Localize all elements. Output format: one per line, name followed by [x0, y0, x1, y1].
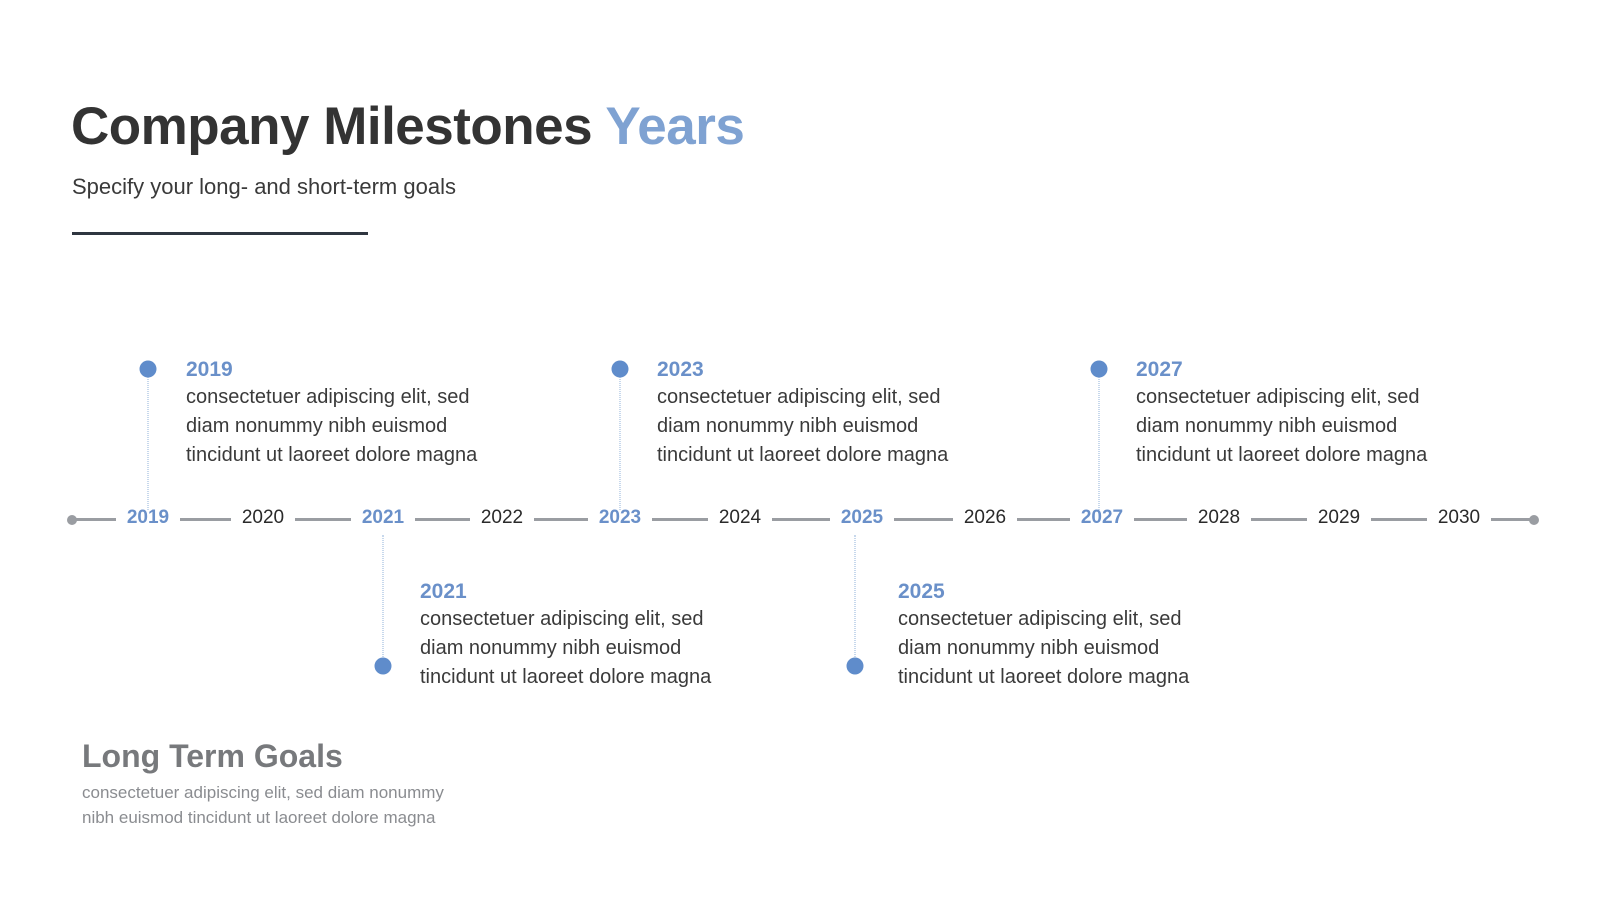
axis-segment — [1017, 518, 1070, 521]
milestone-card — [1136, 357, 1427, 470]
milestone-marker-icon — [375, 658, 392, 675]
axis-year-label: 2029 — [1317, 507, 1361, 528]
milestone-text: consectetuer adipiscing elit, sed — [1136, 386, 1420, 408]
milestone-text: consectetuer adipiscing elit, sed — [657, 386, 941, 408]
milestone-connector — [383, 535, 384, 667]
milestone-text: diam nonummy nibh euismod — [1136, 415, 1398, 437]
milestone-text: diam nonummy nibh euismod — [420, 637, 682, 659]
axis-year-label: 2023 — [598, 507, 642, 528]
long-term-goals-text: nibh euismod tincidunt ut laoreet dolore magna — [82, 808, 436, 827]
milestone-marker-icon — [847, 658, 864, 675]
milestone-connector — [1099, 370, 1100, 510]
milestone-text: tincidunt ut laoreet dolore magna — [657, 444, 949, 466]
page-subtitle: Specify your long- and short-term goals — [72, 174, 456, 199]
axis-segment — [75, 518, 116, 521]
axis-end-dot — [1529, 515, 1539, 525]
axis-segment — [894, 518, 953, 521]
axis-segment — [415, 518, 470, 521]
milestone-card — [420, 579, 711, 692]
milestone-text: tincidunt ut laoreet dolore magna — [420, 666, 712, 688]
milestone-year: 2027 — [1136, 358, 1183, 381]
milestone-year: 2025 — [898, 580, 945, 603]
milestone-connector — [620, 370, 621, 510]
axis-year-label: 2028 — [1197, 507, 1241, 528]
axis-segment — [1251, 518, 1307, 521]
milestone-text: consectetuer adipiscing elit, sed — [420, 608, 704, 630]
milestone-year: 2021 — [420, 580, 467, 603]
milestone-card — [186, 357, 477, 470]
milestone-text: consectetuer adipiscing elit, sed — [898, 608, 1182, 630]
long-term-goals-title: Long Term Goals — [82, 738, 343, 774]
milestone-text: diam nonummy nibh euismod — [186, 415, 448, 437]
milestone-text: consectetuer adipiscing elit, sed — [186, 386, 470, 408]
milestone-marker-icon — [140, 361, 157, 378]
axis-year-label: 2020 — [241, 507, 285, 528]
milestone-text: diam nonummy nibh euismod — [657, 415, 919, 437]
long-term-goals-text: consectetuer adipiscing elit, sed diam nonummy — [82, 783, 444, 802]
axis-year-label: 2027 — [1080, 507, 1124, 528]
axis-segment — [1134, 518, 1187, 521]
milestone-text: tincidunt ut laoreet dolore magna — [1136, 444, 1428, 466]
axis-segment — [295, 518, 351, 521]
axis-segment — [652, 518, 708, 521]
axis-segment — [534, 518, 588, 521]
milestone-text: diam nonummy nibh euismod — [898, 637, 1160, 659]
milestone-text: tincidunt ut laoreet dolore magna — [898, 666, 1190, 688]
axis-year-label: 2022 — [480, 507, 524, 528]
milestone-connector — [855, 535, 856, 667]
axis-segment — [1371, 518, 1427, 521]
axis-year-label: 2024 — [718, 507, 762, 528]
milestone-marker-icon — [612, 361, 629, 378]
axis-segment — [772, 518, 830, 521]
axis-year-label: 2021 — [361, 507, 405, 528]
milestone-year: 2023 — [657, 358, 704, 381]
axis-segment — [1491, 518, 1530, 521]
milestone-connector — [148, 370, 149, 510]
axis-segment — [180, 518, 231, 521]
milestone-year: 2019 — [186, 358, 233, 381]
title-main: Company Milestones — [71, 97, 606, 156]
milestone-text: tincidunt ut laoreet dolore magna — [186, 444, 478, 466]
milestone-marker-icon — [1091, 361, 1108, 378]
axis-year-label: 2030 — [1437, 507, 1481, 528]
milestone-card — [898, 579, 1189, 692]
title-accent: Years — [605, 97, 745, 156]
milestone-card — [657, 357, 948, 470]
axis-year-label: 2026 — [963, 507, 1007, 528]
axis-year-label: 2019 — [126, 507, 170, 528]
axis-year-label: 2025 — [840, 507, 884, 528]
